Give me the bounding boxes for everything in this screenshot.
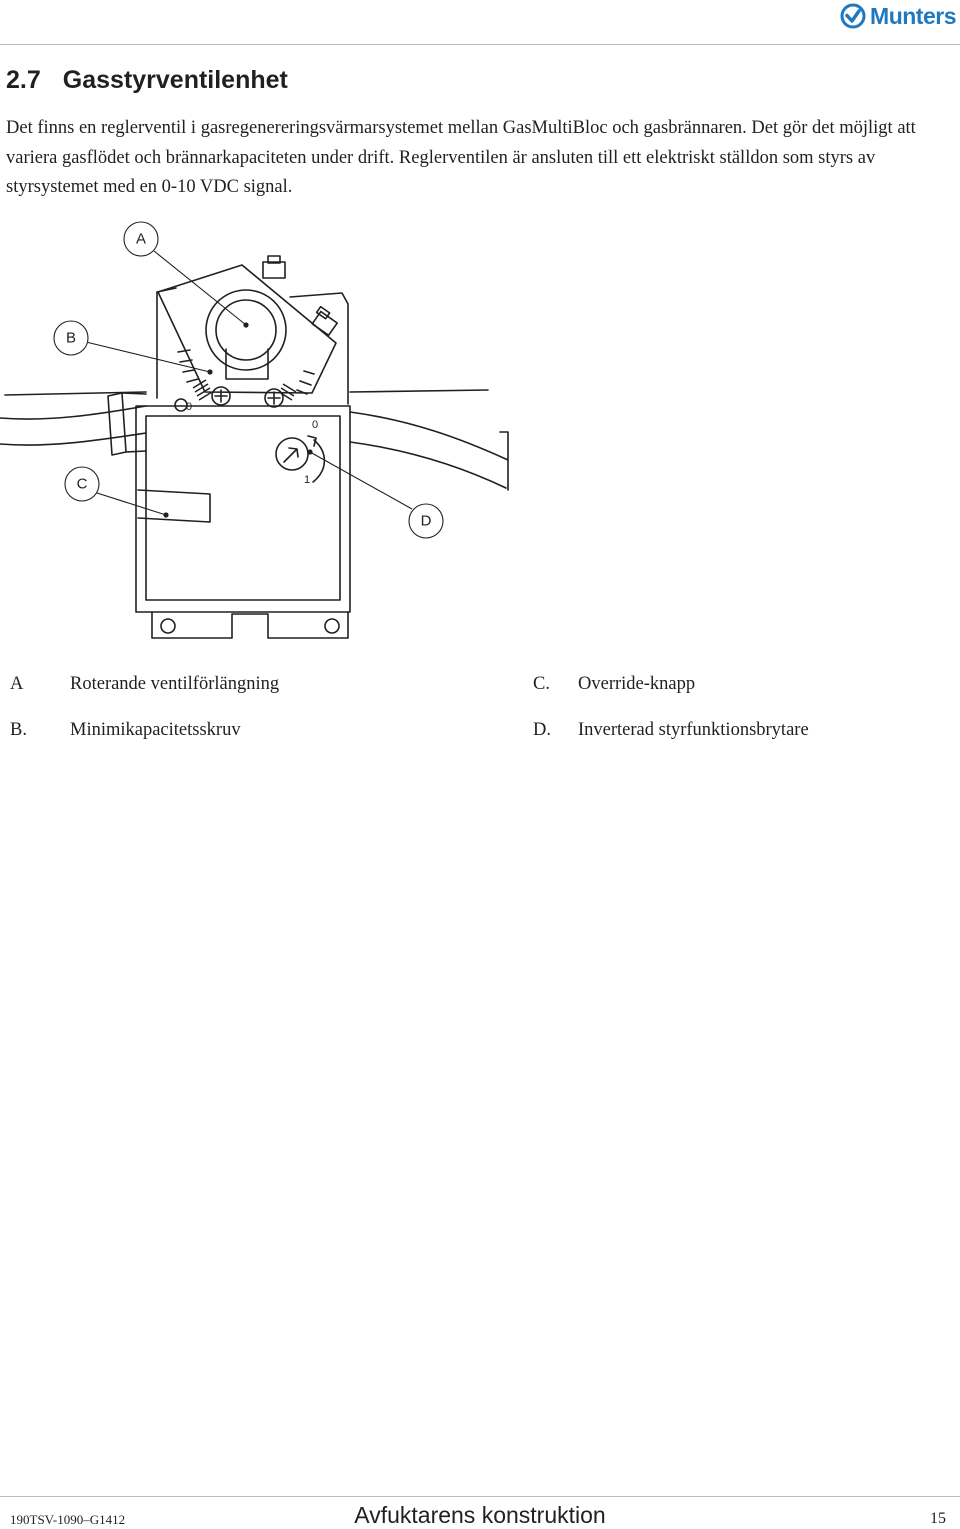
legend-key-a: A	[10, 674, 24, 694]
legend-label-c: Override-knapp	[578, 674, 696, 694]
callout-label-d: D	[420, 512, 432, 530]
footer-doc-code: 190TSV-1090–G1412	[10, 1512, 126, 1527]
footer-divider	[0, 1496, 960, 1497]
legend-key-b: B.	[10, 720, 27, 740]
legend-key-c: C.	[533, 674, 550, 694]
logo-text: Munters	[870, 2, 956, 29]
switch-label-1: 1	[303, 474, 311, 486]
callout-label-b: B	[65, 329, 77, 347]
legend-label-a: Roterande ventilförlängning	[70, 674, 280, 694]
munters-logo	[840, 2, 956, 30]
legend-item-a	[10, 674, 279, 695]
legend-label-b: Minimikapacitetsskruv	[70, 720, 241, 740]
callout-label-a: A	[135, 230, 147, 248]
header-divider	[0, 44, 960, 45]
legend-label-d: Inverterad styrfunktionsbrytare	[578, 720, 809, 740]
section-heading	[6, 66, 288, 95]
legend-item-d	[533, 720, 809, 741]
scale-zero-label: 0	[185, 401, 193, 413]
section-number: 2.7	[6, 66, 41, 94]
body-paragraph: Det finns en reglerventil i gasregenereringsvärmarsystemet mellan GasMultiBloc och gasbrännaren. Det gör det möjligt att variera gasflödet och brännarkapaciteten under drift. Reglerventilen är ansluten till ett elektriskt ställdon som styrs av styrsystemet med en 0-10 VDC signal.	[6, 118, 916, 197]
footer-chapter-title: Avfuktarens konstruktion	[354, 1502, 606, 1528]
legend-item-c	[533, 674, 695, 695]
legend-key-d: D.	[533, 720, 551, 740]
section-title: Gasstyrventilenhet	[62, 66, 288, 94]
switch-label-0: 0	[311, 419, 319, 431]
footer-page-number: 15	[930, 1510, 946, 1527]
valve-actuator-illustration	[0, 220, 540, 650]
callout-label-c: C	[76, 475, 88, 493]
munters-check-icon	[840, 3, 866, 29]
legend-item-b	[10, 720, 241, 741]
